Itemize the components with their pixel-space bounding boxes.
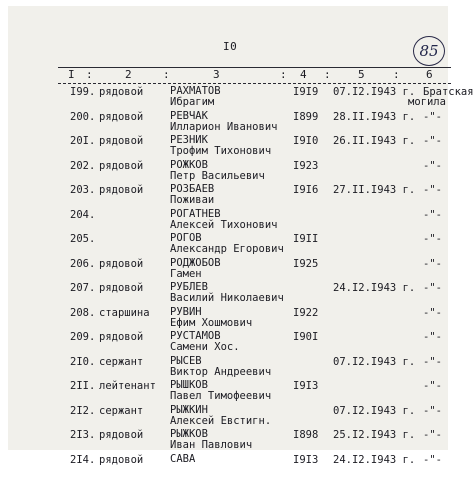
burial-place-cell: -"- bbox=[423, 233, 442, 245]
birth-year-cell: I898 bbox=[293, 429, 319, 441]
burial-place-cell-line2: могила bbox=[408, 96, 446, 108]
header-col-1: I bbox=[68, 68, 75, 81]
rank-cell: рядовой bbox=[99, 453, 144, 466]
row-number: 208. bbox=[70, 306, 96, 319]
rank-cell: сержант bbox=[99, 355, 144, 368]
given-name-cell: Виктор Андреевич bbox=[170, 365, 272, 378]
burial-place-cell: Братская bbox=[423, 86, 474, 98]
table-row bbox=[8, 307, 458, 331]
death-date-cell: 28.II.I943 г. bbox=[333, 110, 416, 123]
rank-cell: рядовой bbox=[99, 429, 144, 441]
burial-place-cell: -"- bbox=[423, 208, 442, 221]
surname-cell: РУВИН bbox=[170, 305, 202, 318]
burial-place-cell: -"- bbox=[423, 355, 442, 368]
rank-cell: рядовой bbox=[99, 86, 144, 98]
rank-cell: рядовой bbox=[99, 282, 144, 294]
given-name-cell: Самени Хос. bbox=[170, 341, 240, 353]
burial-place-cell: -"- bbox=[423, 429, 442, 441]
row-number: 2I3. bbox=[70, 429, 96, 441]
death-date-cell: 24.I2.I943 г. bbox=[333, 453, 416, 466]
surname-cell: РОЗБАЕВ bbox=[170, 183, 215, 195]
birth-year-cell: I9II bbox=[293, 233, 319, 245]
table-row bbox=[8, 429, 458, 453]
surname-cell: РЫШКОВ bbox=[170, 379, 208, 391]
surname-cell: РУСТАМОВ bbox=[170, 330, 221, 342]
birth-year-cell: I90I bbox=[293, 331, 319, 343]
table-row bbox=[8, 258, 458, 282]
birth-year-cell: I9I6 bbox=[293, 184, 319, 196]
table-row bbox=[8, 160, 458, 184]
given-name-cell: Гамен bbox=[170, 267, 202, 280]
table-row bbox=[8, 111, 458, 135]
table-row bbox=[8, 209, 458, 233]
given-name-cell: Иван Павлович bbox=[170, 439, 253, 451]
rank-cell: рядовой bbox=[99, 135, 144, 147]
surname-cell: РОГАТНЕВ bbox=[170, 207, 221, 220]
death-date-cell: 27.II.I943 г. bbox=[333, 184, 416, 196]
burial-place-cell: -"- bbox=[423, 306, 442, 319]
header-col-4: 4 bbox=[300, 68, 307, 81]
row-number: 209. bbox=[70, 331, 96, 343]
table-row bbox=[8, 85, 474, 110]
header-separator: : bbox=[393, 68, 400, 81]
rank-cell: рядовой bbox=[99, 184, 144, 196]
table-row bbox=[8, 356, 458, 380]
birth-year-cell: I922 bbox=[293, 306, 319, 319]
surname-cell: РЫЖКОВ bbox=[170, 428, 208, 440]
table-row bbox=[8, 233, 458, 257]
row-number: 206. bbox=[70, 257, 96, 270]
burial-place-cell: -"- bbox=[423, 110, 442, 123]
given-name-cell: Илларион Иванович bbox=[170, 120, 278, 133]
burial-place-cell: -"- bbox=[423, 184, 442, 196]
birth-year-cell: I9I3 bbox=[293, 453, 319, 466]
given-name-cell: Трофим Тихонович bbox=[170, 145, 272, 157]
header-col-3: 3 bbox=[213, 68, 220, 81]
burial-place-cell: -"- bbox=[423, 380, 442, 392]
row-number: 202. bbox=[70, 159, 96, 172]
header-separator: : bbox=[280, 68, 287, 81]
birth-year-cell: I925 bbox=[293, 257, 319, 270]
header-separator: : bbox=[86, 68, 93, 81]
table-row bbox=[8, 454, 458, 478]
burial-place-cell: -"- bbox=[423, 404, 442, 417]
rank-cell: рядовой bbox=[99, 159, 144, 172]
given-name-cell: Василий Николаевич bbox=[170, 292, 284, 304]
given-name-cell: Ефим Хошмович bbox=[170, 316, 253, 329]
row-number: 2I0. bbox=[70, 355, 96, 368]
table-row bbox=[8, 282, 458, 306]
header-col-2: 2 bbox=[125, 68, 132, 81]
surname-cell: САВА bbox=[170, 452, 196, 465]
table-row bbox=[8, 331, 458, 355]
surname-cell: РАХМАТОВ bbox=[170, 85, 221, 97]
rank-cell: рядовой bbox=[99, 331, 144, 343]
table-header-rule bbox=[58, 83, 451, 84]
header-col-5: 5 bbox=[358, 68, 365, 81]
birth-year-cell: I923 bbox=[293, 159, 319, 172]
rank-cell: рядовой bbox=[99, 257, 144, 270]
rank-cell: рядовой bbox=[99, 110, 144, 123]
header-separator: : bbox=[163, 68, 170, 81]
birth-year-cell: I9I0 bbox=[293, 135, 319, 147]
given-name-cell: Александр Егорович bbox=[170, 243, 284, 255]
birth-year-cell: I9I3 bbox=[293, 380, 319, 392]
given-name-cell: Поживаи bbox=[170, 194, 215, 206]
rank-cell: старшина bbox=[99, 306, 150, 319]
birth-year-cell: I899 bbox=[293, 110, 319, 123]
surname-cell: РОЖКОВ bbox=[170, 158, 208, 171]
given-name-cell: Петр Васильевич bbox=[170, 169, 265, 182]
death-date-cell: 07.I2.I943 г. bbox=[333, 86, 416, 98]
birth-year-cell: I9I9 bbox=[293, 86, 319, 98]
given-name-cell: Павел Тимофеевич bbox=[170, 390, 272, 402]
given-name-cell: Алексей Евстигн. bbox=[170, 414, 272, 427]
row-number: 203. bbox=[70, 184, 96, 196]
burial-place-cell: -"- bbox=[423, 159, 442, 172]
table-row bbox=[8, 184, 458, 208]
surname-cell: РЫЖКИН bbox=[170, 403, 208, 416]
surname-cell: РОГОВ bbox=[170, 232, 202, 244]
row-number: 20I. bbox=[70, 135, 96, 147]
death-date-cell: 07.I2.I943 г. bbox=[333, 404, 416, 417]
table-row bbox=[8, 405, 458, 429]
table-row bbox=[8, 380, 458, 404]
death-date-cell: 25.I2.I943 г. bbox=[333, 429, 416, 441]
row-number: 204. bbox=[70, 208, 96, 221]
archive-number-stamp: 85 bbox=[413, 36, 445, 66]
burial-place-cell: -"- bbox=[423, 135, 442, 147]
row-number: 2I4. bbox=[70, 453, 96, 466]
row-number: 2I2. bbox=[70, 404, 96, 417]
row-number: 200. bbox=[70, 110, 96, 123]
rank-cell: сержант bbox=[99, 404, 144, 417]
given-name-cell: Ибрагим bbox=[170, 96, 215, 108]
surname-cell: РЕЗНИК bbox=[170, 134, 208, 146]
header-col-6: 6 bbox=[426, 68, 433, 81]
burial-place-cell: -"- bbox=[423, 453, 442, 466]
burial-place-cell: -"- bbox=[423, 257, 442, 270]
table-row bbox=[8, 135, 458, 159]
row-number: I99. bbox=[70, 86, 96, 98]
row-number: 207. bbox=[70, 282, 96, 294]
given-name-cell: Алексей Тихонович bbox=[170, 218, 278, 231]
burial-place-cell: -"- bbox=[423, 331, 442, 343]
row-number: 205. bbox=[70, 233, 96, 245]
death-date-cell: 24.I2.I943 г. bbox=[333, 282, 416, 294]
surname-cell: РЕВЧАК bbox=[170, 109, 208, 122]
death-date-cell: 26.II.I943 г. bbox=[333, 135, 416, 147]
surname-cell: РЫСЕВ bbox=[170, 354, 202, 367]
header-separator: : bbox=[324, 68, 331, 81]
surname-cell: РУБЛЕВ bbox=[170, 281, 208, 293]
page-number: I0 bbox=[223, 40, 238, 53]
row-number: 2II. bbox=[70, 380, 96, 392]
burial-place-cell: -"- bbox=[423, 282, 442, 294]
document-page bbox=[8, 6, 474, 466]
rank-cell: лейтенант bbox=[99, 380, 156, 392]
surname-cell: РОДЖОБОВ bbox=[170, 256, 221, 269]
death-date-cell: 07.I2.I943 г. bbox=[333, 355, 416, 368]
